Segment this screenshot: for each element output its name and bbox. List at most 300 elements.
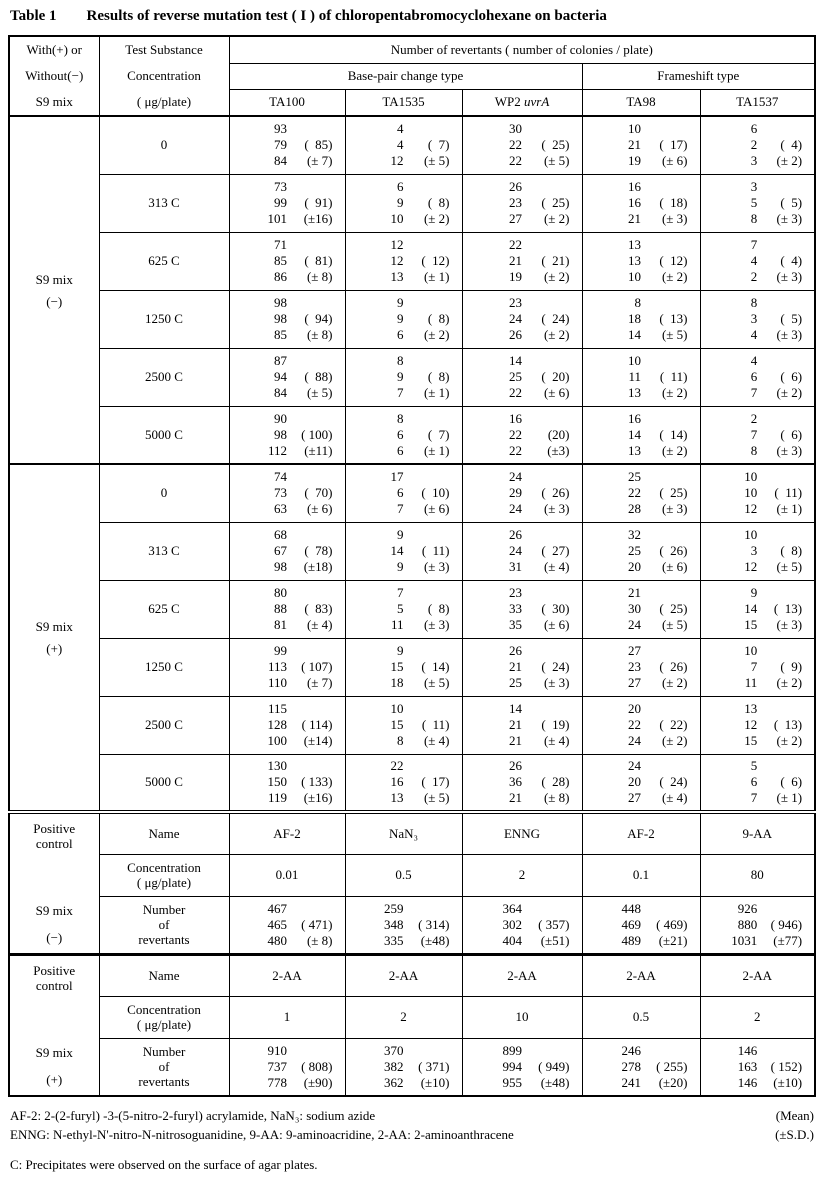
sd-value: (± 2) xyxy=(776,385,803,400)
sd-value: (± 6) xyxy=(661,559,688,574)
plate-count: 23 xyxy=(509,585,522,600)
plate-count: 23 xyxy=(509,195,522,210)
footnote-af2-nan3: AF-2: 2-(2-furyl) -3-(5-nitro-2-furyl) acrylamide, NaN₃: sodium azide xyxy=(10,1108,376,1123)
plate-count: 13 xyxy=(628,442,641,458)
table-number: Table 1 xyxy=(10,8,57,24)
plate-count: 7 xyxy=(750,659,758,674)
revertant-cell xyxy=(345,116,462,174)
sd-value: (± 5) xyxy=(661,327,688,342)
data-row xyxy=(9,754,815,812)
mean-value: ( 24) xyxy=(541,659,570,674)
plate-count: 150 xyxy=(267,774,287,790)
plate-count: 9 xyxy=(397,643,404,658)
revertant-cell xyxy=(229,580,345,638)
header-basepair-group: Base-pair change type xyxy=(229,63,582,89)
plate-count: 21 xyxy=(628,211,641,226)
control-name-cell: 2-AA xyxy=(345,954,462,996)
mean-value: ( 14) xyxy=(659,426,688,442)
revertant-cell xyxy=(229,290,345,348)
plate-count: 16 xyxy=(509,410,522,426)
plate-count: 3 xyxy=(750,311,758,326)
plate-count: 113 xyxy=(267,659,287,674)
sd-value: (± 3) xyxy=(423,559,450,574)
revertant-cell xyxy=(229,406,345,464)
plate-count: 259 xyxy=(384,900,404,916)
plate-count: 24 xyxy=(509,543,522,558)
data-row xyxy=(9,464,815,522)
plate-count: 467 xyxy=(267,900,287,916)
mean-value: ( 107) xyxy=(301,659,333,674)
control-name-cell: ENNG xyxy=(462,812,582,854)
plate-count: 9 xyxy=(397,369,404,384)
sd-value: (± 3) xyxy=(776,269,803,284)
revertant-cell xyxy=(582,464,700,522)
control-name-cell: NaN₃ xyxy=(345,812,462,854)
sd-value: (±48) xyxy=(420,932,450,948)
plate-count: 370 xyxy=(384,1042,404,1058)
mean-value: ( 8) xyxy=(427,369,450,384)
mean-value: ( 91) xyxy=(304,195,333,210)
concentration-cell: 2500 C xyxy=(99,348,229,406)
plate-count: 8 xyxy=(750,442,758,458)
plate-count: 9 xyxy=(397,559,404,574)
plate-count: 10 xyxy=(628,353,641,368)
header-concentration-column xyxy=(99,36,229,116)
sd-value: (±10) xyxy=(420,1074,450,1090)
plate-count: 10 xyxy=(744,469,758,485)
plate-count: 25 xyxy=(628,469,641,485)
plate-count: 16 xyxy=(390,774,404,790)
revertant-cell xyxy=(582,406,700,464)
plate-count: 24 xyxy=(509,501,522,517)
footnotes xyxy=(8,1106,814,1174)
plate-count: 26 xyxy=(509,179,522,194)
control-row xyxy=(9,896,815,954)
control-concentration-cell: 2 xyxy=(700,996,815,1038)
plate-count: 21 xyxy=(509,659,522,674)
sd-value: (± 5) xyxy=(776,559,803,574)
revertant-cell xyxy=(462,348,582,406)
revertant-cell xyxy=(229,1038,345,1096)
plate-count: 4 xyxy=(750,327,758,342)
control-concentration-cell: 80 xyxy=(700,854,815,896)
plate-count: 9 xyxy=(397,311,404,326)
plate-count: 14 xyxy=(628,426,641,442)
mean-value: ( 25) xyxy=(659,485,688,501)
sd-value: (± 8) xyxy=(306,932,333,948)
plate-count: 94 xyxy=(274,369,287,384)
plate-count: 87 xyxy=(274,353,287,368)
header-frameshift-group: Frameshift type xyxy=(582,63,815,89)
revertant-cell xyxy=(700,290,815,348)
plate-count: 22 xyxy=(509,153,522,169)
plate-count: 899 xyxy=(502,1042,522,1058)
revertant-cell xyxy=(700,116,815,174)
sd-value: (±16) xyxy=(303,790,333,806)
mean-value: ( 11) xyxy=(774,485,803,501)
sd-value: (±51) xyxy=(540,932,570,948)
plate-count: 22 xyxy=(509,237,522,252)
plate-count: 30 xyxy=(509,121,522,137)
revertant-cell xyxy=(345,406,462,464)
plate-count: 30 xyxy=(628,601,641,616)
plate-count: 13 xyxy=(390,269,404,284)
plate-count: 4 xyxy=(397,137,404,153)
plate-count: 6 xyxy=(397,327,404,342)
header-revertants: Number of revertants ( number of colonies / plate) xyxy=(229,36,815,63)
plate-count: 119 xyxy=(267,790,287,806)
sd-value: (±77) xyxy=(773,932,803,948)
revertant-cell xyxy=(700,406,815,464)
plate-count: 36 xyxy=(509,774,522,790)
plate-count: 12 xyxy=(390,153,404,169)
plate-count: 16 xyxy=(628,410,641,426)
plate-count: 7 xyxy=(397,501,404,517)
sd-value: (± 4) xyxy=(661,790,688,806)
plate-count: 23 xyxy=(509,295,522,310)
revertant-cell xyxy=(582,232,700,290)
data-row xyxy=(9,638,815,696)
plate-count: 1031 xyxy=(731,932,758,948)
sd-value: (± 1) xyxy=(776,501,803,517)
control-row xyxy=(9,1038,815,1096)
row-header: Number of revertants xyxy=(99,1038,229,1096)
plate-count: 364 xyxy=(502,900,522,916)
plate-count: 5 xyxy=(397,601,404,616)
revertant-cell xyxy=(462,464,582,522)
data-row xyxy=(9,406,815,464)
plate-count: 26 xyxy=(509,527,522,542)
sd-value: (±21) xyxy=(658,932,688,948)
revertant-cell xyxy=(700,896,815,954)
mean-value: ( 949) xyxy=(538,1058,570,1074)
sd-value: (± 2) xyxy=(661,733,688,748)
plate-count: 13 xyxy=(390,790,404,806)
plate-count: 22 xyxy=(628,485,641,501)
revertant-cell xyxy=(462,116,582,174)
mean-value: ( 8) xyxy=(427,195,450,210)
plate-count: 8 xyxy=(750,211,758,226)
plate-count: 35 xyxy=(509,617,522,632)
plate-count: 80 xyxy=(274,585,287,600)
sd-value: (± 4) xyxy=(543,733,570,748)
concentration-cell: 5000 C xyxy=(99,754,229,812)
plate-count: 73 xyxy=(274,179,287,194)
header-s9-line2: Without(−) xyxy=(25,68,84,83)
control-concentration-cell: 0.1 xyxy=(582,854,700,896)
mean-value: ( 6) xyxy=(780,774,803,790)
row-header: Name xyxy=(99,812,229,854)
plate-count: 14 xyxy=(509,701,522,716)
plate-count: 21 xyxy=(509,790,522,806)
plate-count: 11 xyxy=(628,369,641,384)
revertant-cell xyxy=(462,896,582,954)
sd-value: (± 4) xyxy=(306,617,333,632)
sd-value: (± 5) xyxy=(543,153,570,169)
sd-value: (± 5) xyxy=(423,675,450,690)
mean-value: ( 10) xyxy=(421,485,450,501)
plate-count: 8 xyxy=(397,353,404,368)
plate-count: 20 xyxy=(628,774,641,790)
plate-count: 32 xyxy=(628,527,641,542)
plate-count: 13 xyxy=(628,385,641,400)
plate-count: 16 xyxy=(628,195,641,210)
revertant-cell xyxy=(345,348,462,406)
revertant-cell xyxy=(345,464,462,522)
mean-value: ( 5) xyxy=(780,311,803,326)
plate-count: 24 xyxy=(628,758,641,774)
row-header: Concentration ( μg/plate) xyxy=(99,996,229,1038)
mean-value: ( 21) xyxy=(541,253,570,268)
plate-count: 12 xyxy=(744,559,758,574)
plate-count: 6 xyxy=(750,774,758,790)
plate-count: 73 xyxy=(274,485,287,501)
plate-count: 18 xyxy=(390,675,404,690)
plate-count: 18 xyxy=(628,311,641,326)
revertant-cell xyxy=(229,232,345,290)
plate-count: 10 xyxy=(744,527,758,542)
plate-count: 27 xyxy=(628,790,641,806)
plate-count: 8 xyxy=(397,733,404,748)
mean-value: ( 946) xyxy=(770,916,803,932)
row-header: Concentration ( μg/plate) xyxy=(99,854,229,896)
mean-value: ( 70) xyxy=(304,485,333,501)
plate-count: 26 xyxy=(509,758,522,774)
sd-value: (±10) xyxy=(773,1074,803,1090)
header-conc-line1: Test Substance xyxy=(125,42,203,57)
plate-count: 63 xyxy=(274,501,287,517)
mean-value: ( 19) xyxy=(541,717,570,732)
control-name-cell: 2-AA xyxy=(582,954,700,996)
mean-value: ( 20) xyxy=(541,369,570,384)
plate-count: 88 xyxy=(274,601,287,616)
plate-count: 112 xyxy=(267,442,287,458)
sd-value: (±3) xyxy=(547,442,570,458)
control-concentration-cell: 1 xyxy=(229,996,345,1038)
data-row xyxy=(9,290,815,348)
mean-value: ( 14) xyxy=(421,659,450,674)
plate-count: 2 xyxy=(750,410,758,426)
mean-value: ( 8) xyxy=(427,311,450,326)
plate-count: 13 xyxy=(628,253,641,268)
plate-count: 25 xyxy=(509,369,522,384)
plate-count: 4 xyxy=(750,353,758,368)
plate-count: 33 xyxy=(509,601,522,616)
sd-value: (± 5) xyxy=(661,617,688,632)
plate-count: 71 xyxy=(274,237,287,252)
sd-value: (± 2) xyxy=(423,211,450,226)
concentration-cell: 2500 C xyxy=(99,696,229,754)
revertant-cell xyxy=(700,754,815,812)
header-row-1 xyxy=(9,36,815,63)
table-title xyxy=(0,0,822,35)
sd-value: (± 3) xyxy=(776,327,803,342)
mean-value: ( 6) xyxy=(780,369,803,384)
revertant-cell xyxy=(582,522,700,580)
strain-header: WP2 uvrA xyxy=(462,89,582,116)
table-body xyxy=(9,116,815,1096)
mean-value: ( 25) xyxy=(541,137,570,153)
concentration-cell: 0 xyxy=(99,464,229,522)
concentration-cell: 313 C xyxy=(99,174,229,232)
revertant-cell xyxy=(700,1038,815,1096)
sd-value: (± 2) xyxy=(543,327,570,342)
plate-count: 6 xyxy=(750,121,758,137)
revertant-cell xyxy=(700,638,815,696)
plate-count: 98 xyxy=(274,426,287,442)
sd-value: (± 2) xyxy=(661,269,688,284)
sd-value: (± 3) xyxy=(661,501,688,517)
data-row xyxy=(9,348,815,406)
plate-count: 85 xyxy=(274,253,287,268)
plate-count: 79 xyxy=(274,137,287,153)
plate-count: 24 xyxy=(628,617,641,632)
plate-count: 4 xyxy=(397,121,404,137)
plate-count: 382 xyxy=(384,1058,404,1074)
plate-count: 15 xyxy=(390,717,404,732)
mean-value: ( 85) xyxy=(304,137,333,153)
plate-count: 22 xyxy=(509,442,522,458)
mean-value: ( 28) xyxy=(541,774,570,790)
plate-count: 115 xyxy=(267,701,287,716)
plate-count: 6 xyxy=(750,369,758,384)
plate-count: 68 xyxy=(274,527,287,542)
plate-count: 4 xyxy=(750,253,758,268)
control-concentration-cell: 2 xyxy=(462,854,582,896)
sd-value: (±20) xyxy=(658,1074,688,1090)
sd-value: (±14) xyxy=(303,733,333,748)
data-row xyxy=(9,580,815,638)
plate-count: 362 xyxy=(384,1074,404,1090)
plate-count: 8 xyxy=(750,295,758,310)
plate-count: 14 xyxy=(744,601,758,616)
sd-value: (± 1) xyxy=(776,790,803,806)
plate-count: 910 xyxy=(267,1042,287,1058)
sd-value: (± 2) xyxy=(661,385,688,400)
plate-count: 20 xyxy=(628,559,641,574)
plate-count: 110 xyxy=(267,675,287,690)
plate-count: 25 xyxy=(628,543,641,558)
positive-control-label: Positive control S9 mix (−) xyxy=(9,812,99,954)
revertant-cell xyxy=(229,174,345,232)
revertant-cell xyxy=(582,896,700,954)
plate-count: 404 xyxy=(502,932,522,948)
plate-count: 348 xyxy=(384,916,404,932)
mean-value: ( 9) xyxy=(780,659,803,674)
mean-value: ( 13) xyxy=(773,717,803,732)
control-row xyxy=(9,954,815,996)
sd-value: (± 7) xyxy=(306,675,333,690)
revertant-cell xyxy=(462,522,582,580)
mean-value: ( 4) xyxy=(780,253,803,268)
revertant-cell xyxy=(462,232,582,290)
mean-value: ( 357) xyxy=(538,916,570,932)
plate-count: 302 xyxy=(502,916,522,932)
mean-value: ( 13) xyxy=(773,601,803,616)
sd-value: (± 5) xyxy=(423,153,450,169)
plate-count: 7 xyxy=(750,790,758,806)
revertant-cell xyxy=(700,580,815,638)
sd-value: (± 8) xyxy=(543,790,570,806)
sd-value: (± 6) xyxy=(306,501,333,517)
plate-count: 26 xyxy=(509,643,522,658)
plate-count: 469 xyxy=(621,916,641,932)
plate-count: 8 xyxy=(397,410,404,426)
mean-value: ( 13) xyxy=(659,311,688,326)
revertant-cell xyxy=(462,1038,582,1096)
plate-count: 12 xyxy=(744,501,758,517)
revertant-cell xyxy=(582,580,700,638)
control-name-cell: AF-2 xyxy=(229,812,345,854)
sd-value: (± 6) xyxy=(543,385,570,400)
plate-count: 955 xyxy=(502,1074,522,1090)
plate-count: 480 xyxy=(267,932,287,948)
sd-value: (± 1) xyxy=(423,269,450,284)
plate-count: 6 xyxy=(397,179,404,194)
sd-value: (±48) xyxy=(540,1074,570,1090)
revertant-cell xyxy=(345,696,462,754)
revertant-cell xyxy=(700,696,815,754)
plate-count: 10 xyxy=(390,701,404,716)
mean-value: ( 114) xyxy=(301,717,333,732)
sd-value: (±90) xyxy=(303,1074,333,1090)
sd-value: (± 5) xyxy=(306,385,333,400)
mean-value: ( 314) xyxy=(418,916,450,932)
revertant-cell xyxy=(229,464,345,522)
plate-count: 163 xyxy=(737,1058,758,1074)
plate-count: 994 xyxy=(502,1058,522,1074)
sd-value: (± 2) xyxy=(776,675,803,690)
control-concentration-cell: 0.01 xyxy=(229,854,345,896)
revertant-cell xyxy=(345,232,462,290)
plate-count: 15 xyxy=(390,659,404,674)
header-s9-line3: S9 mix xyxy=(35,94,73,109)
footnote-line-3 xyxy=(8,1155,814,1174)
control-row xyxy=(9,996,815,1038)
plate-count: 448 xyxy=(621,900,641,916)
plate-count: 146 xyxy=(737,1042,758,1058)
revertant-cell xyxy=(582,290,700,348)
mean-value: ( 469) xyxy=(656,916,688,932)
table-caption: Results of reverse mutation test ( I ) of chloropentabromocyclohexane on bacteria xyxy=(86,8,607,24)
revertant-cell xyxy=(345,290,462,348)
revertant-cell xyxy=(345,1038,462,1096)
plate-count: 489 xyxy=(621,932,641,948)
sd-value: (± 5) xyxy=(423,790,450,806)
sd-value: (± 4) xyxy=(543,559,570,574)
strain-header: TA1535 xyxy=(345,89,462,116)
revertant-cell xyxy=(229,522,345,580)
plate-count: 3 xyxy=(750,179,758,194)
control-row xyxy=(9,812,815,854)
plate-count: 12 xyxy=(390,237,404,252)
mean-value: ( 11) xyxy=(421,717,450,732)
data-row xyxy=(9,174,815,232)
sd-value: (± 2) xyxy=(423,327,450,342)
header-s9-column xyxy=(9,36,99,116)
revertant-cell xyxy=(700,174,815,232)
plate-count: 146 xyxy=(737,1074,758,1090)
data-row xyxy=(9,232,815,290)
sd-value: (± 2) xyxy=(776,733,803,748)
revertant-cell xyxy=(582,638,700,696)
plate-count: 85 xyxy=(274,327,287,342)
plate-count: 737 xyxy=(267,1058,287,1074)
plate-count: 2 xyxy=(750,269,758,284)
revertant-cell xyxy=(345,174,462,232)
revertant-cell xyxy=(462,696,582,754)
control-concentration-cell: 10 xyxy=(462,996,582,1038)
